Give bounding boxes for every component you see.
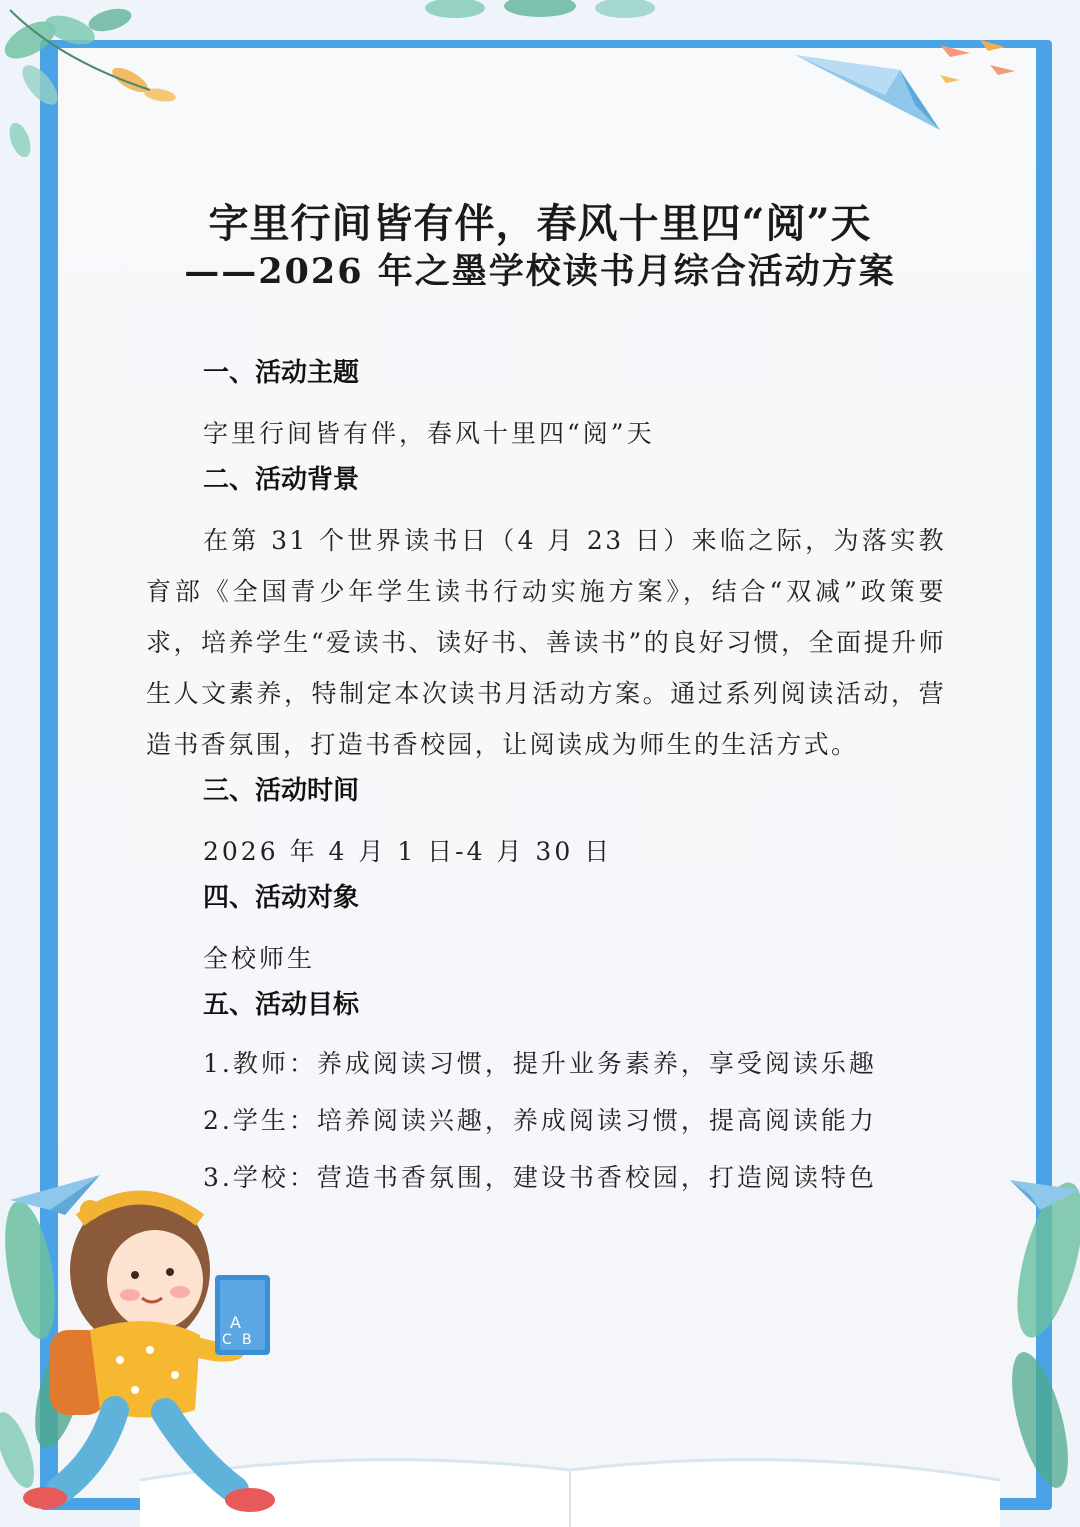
paper-plane-icon: [790, 35, 1050, 145]
section-heading: 一、活动主题: [203, 358, 360, 388]
section-text: 2026 年 4 月 1 日-4 月 30 日: [203, 837, 613, 866]
section-text: 全校师生: [203, 944, 316, 973]
section-heading: 五、活动目标: [203, 990, 360, 1020]
book-letter: A: [230, 1313, 241, 1332]
leaves-top-center-decoration: [415, 0, 665, 30]
book-letter: C: [222, 1332, 232, 1348]
goal-item: 2.学生：培养阅读兴趣，养成阅读习惯，提高阅读能力: [203, 1106, 877, 1135]
section-heading: 二、活动背景: [203, 465, 360, 495]
section-heading: 三、活动时间: [203, 776, 360, 806]
section-heading: 四、活动对象: [203, 883, 360, 913]
leaves-top-left-decoration: [0, 0, 200, 180]
page-title: 字里行间皆有伴，春风十里四“阅”天: [208, 200, 872, 247]
book-letter: B: [242, 1332, 252, 1348]
page-subtitle: ——2026 年之墨学校读书月综合活动方案: [184, 251, 896, 292]
goal-item: 1.教师：养成阅读习惯，提升业务素养，享受阅读乐趣: [203, 1049, 877, 1078]
section-text: 字里行间皆有伴，春风十里四“阅”天: [203, 419, 655, 448]
goal-item: 3.学校：营造书香氛围，建设书香校园，打造阅读特色: [203, 1163, 877, 1192]
section-paragraph: 在第 31 个世界读书日（4 月 23 日）来临之际，为落实教育部《全国青少年学生读书行动实施方案》，结合“双减”政策要求，培养学生“爱读书、读好书、善读书”的良好习惯，全面提升师生人文素养，特制定本次读书月活动方案。通过系列阅读活动，营造书香氛围，打造书香校园，让阅读成为师生的生活方式。: [146, 526, 946, 759]
girl-reading-illustration: [20, 1180, 290, 1525]
